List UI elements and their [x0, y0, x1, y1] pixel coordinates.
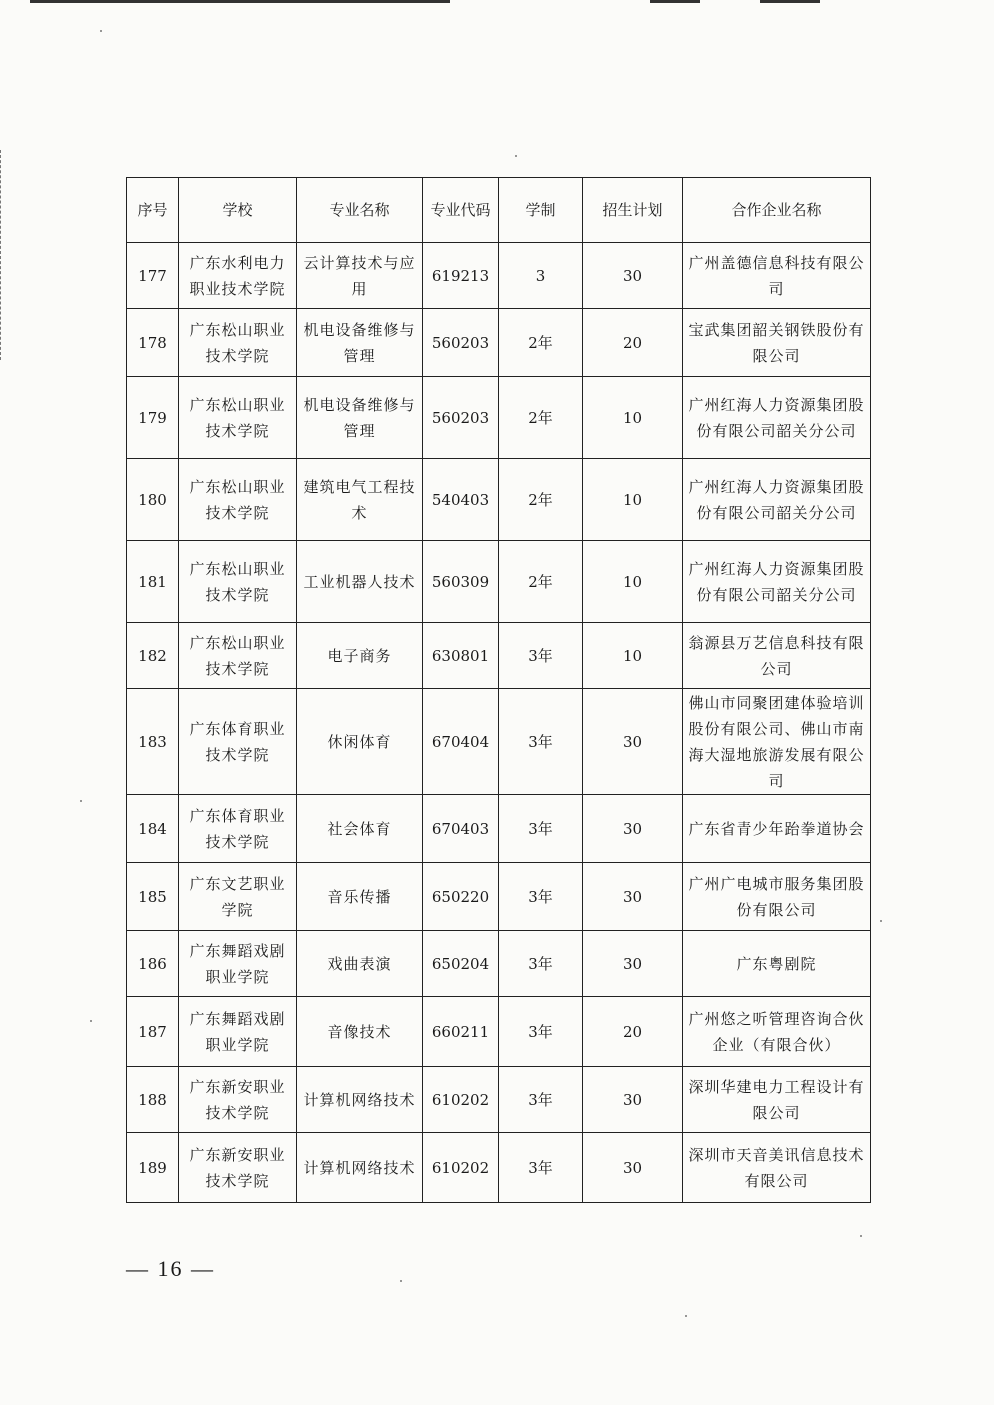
study-years: 2年 [499, 309, 583, 377]
company-name: 广州盖德信息科技有限公司 [683, 243, 871, 309]
company-name: 广州悠之听管理咨询合伙企业（有限合伙） [683, 997, 871, 1067]
study-years: 2年 [499, 541, 583, 623]
header-school: 学校 [179, 178, 297, 243]
enrollment-plan: 20 [583, 997, 683, 1067]
study-years: 3年 [499, 795, 583, 863]
major-code: 670403 [423, 795, 499, 863]
row-number: 185 [127, 863, 179, 931]
company-name: 佛山市同聚团建体验培训股份有限公司、佛山市南海大湿地旅游发展有限公司 [683, 689, 871, 795]
table-row [127, 309, 871, 377]
major-code: 670404 [423, 689, 499, 795]
scan-speck [860, 1235, 862, 1237]
study-years: 3年 [499, 689, 583, 795]
enrollment-plan: 30 [583, 1133, 683, 1203]
school-name: 广东新安职业技术学院 [179, 1067, 297, 1133]
major-name: 计算机网络技术 [297, 1067, 423, 1133]
enrollment-plan: 30 [583, 243, 683, 309]
scan-speck [100, 30, 102, 32]
header-no: 序号 [127, 178, 179, 243]
major-code: 660211 [423, 997, 499, 1067]
company-name: 宝武集团韶关钢铁股份有限公司 [683, 309, 871, 377]
major-name: 机电设备维修与管理 [297, 309, 423, 377]
table-row [127, 997, 871, 1067]
table-row [127, 377, 871, 459]
company-name: 广州红海人力资源集团股份有限公司韶关分公司 [683, 541, 871, 623]
row-number: 179 [127, 377, 179, 459]
scan-speck [90, 1020, 92, 1022]
enrollment-plan: 10 [583, 623, 683, 689]
major-code: 619213 [423, 243, 499, 309]
major-name: 社会体育 [297, 795, 423, 863]
enrollment-plan: 30 [583, 1067, 683, 1133]
row-number: 183 [127, 689, 179, 795]
row-number: 189 [127, 1133, 179, 1203]
company-name: 广东粤剧院 [683, 931, 871, 997]
table-row [127, 459, 871, 541]
company-name: 广州广电城市服务集团股份有限公司 [683, 863, 871, 931]
school-name: 广东松山职业技术学院 [179, 459, 297, 541]
row-number: 178 [127, 309, 179, 377]
major-name: 电子商务 [297, 623, 423, 689]
study-years: 3 [499, 243, 583, 309]
study-years: 2年 [499, 377, 583, 459]
row-number: 180 [127, 459, 179, 541]
enrollment-plan: 30 [583, 795, 683, 863]
major-code: 540403 [423, 459, 499, 541]
company-name: 广州红海人力资源集团股份有限公司韶关分公司 [683, 377, 871, 459]
study-years: 3年 [499, 623, 583, 689]
school-name: 广东文艺职业学院 [179, 863, 297, 931]
row-number: 188 [127, 1067, 179, 1133]
enrollment-plan: 10 [583, 541, 683, 623]
enrollment-plan: 30 [583, 931, 683, 997]
major-code: 560203 [423, 377, 499, 459]
major-code: 560203 [423, 309, 499, 377]
school-name: 广东新安职业技术学院 [179, 1133, 297, 1203]
enrollment-plan: 20 [583, 309, 683, 377]
study-years: 3年 [499, 1067, 583, 1133]
school-name: 广东体育职业技术学院 [179, 689, 297, 795]
school-name: 广东体育职业技术学院 [179, 795, 297, 863]
study-years: 2年 [499, 459, 583, 541]
top-rule [30, 0, 450, 3]
table-row [127, 623, 871, 689]
school-name: 广东松山职业技术学院 [179, 377, 297, 459]
school-name: 广东松山职业技术学院 [179, 541, 297, 623]
company-name: 深圳华建电力工程设计有限公司 [683, 1067, 871, 1133]
school-name: 广东水利电力职业技术学院 [179, 243, 297, 309]
enrollment-plan: 10 [583, 377, 683, 459]
major-code: 630801 [423, 623, 499, 689]
header-major: 专业名称 [297, 178, 423, 243]
major-name: 机电设备维修与管理 [297, 377, 423, 459]
table-row [127, 795, 871, 863]
enrollment-plan: 10 [583, 459, 683, 541]
scan-speck [685, 1315, 687, 1317]
major-name: 休闲体育 [297, 689, 423, 795]
binding-marks [0, 150, 5, 360]
major-name: 计算机网络技术 [297, 1133, 423, 1203]
major-code: 560309 [423, 541, 499, 623]
scan-speck [515, 155, 517, 157]
row-number: 181 [127, 541, 179, 623]
row-number: 186 [127, 931, 179, 997]
table-row [127, 541, 871, 623]
enrollment-plan: 30 [583, 689, 683, 795]
school-name: 广东舞蹈戏剧职业学院 [179, 931, 297, 997]
study-years: 3年 [499, 863, 583, 931]
major-name: 工业机器人技术 [297, 541, 423, 623]
table-row [127, 1133, 871, 1203]
major-name: 云计算技术与应用 [297, 243, 423, 309]
header-plan: 招生计划 [583, 178, 683, 243]
major-code: 650204 [423, 931, 499, 997]
table-row [127, 1067, 871, 1133]
major-name: 音乐传播 [297, 863, 423, 931]
header-years: 学制 [499, 178, 583, 243]
top-rule [760, 0, 820, 3]
row-number: 187 [127, 997, 179, 1067]
school-name: 广东松山职业技术学院 [179, 309, 297, 377]
major-code: 650220 [423, 863, 499, 931]
row-number: 177 [127, 243, 179, 309]
table-row [127, 689, 871, 795]
school-name: 广东松山职业技术学院 [179, 623, 297, 689]
company-name: 翁源县万艺信息科技有限公司 [683, 623, 871, 689]
header-company: 合作企业名称 [683, 178, 871, 243]
table-row [127, 243, 871, 309]
major-name: 音像技术 [297, 997, 423, 1067]
major-code: 610202 [423, 1133, 499, 1203]
table-row [127, 863, 871, 931]
major-code: 610202 [423, 1067, 499, 1133]
scan-speck [880, 920, 882, 922]
study-years: 3年 [499, 1133, 583, 1203]
major-name: 戏曲表演 [297, 931, 423, 997]
row-number: 184 [127, 795, 179, 863]
school-name: 广东舞蹈戏剧职业学院 [179, 997, 297, 1067]
top-rule [650, 0, 700, 3]
study-years: 3年 [499, 997, 583, 1067]
enrollment-table [126, 177, 871, 1203]
row-number: 182 [127, 623, 179, 689]
scan-speck [400, 1280, 402, 1282]
major-name: 建筑电气工程技术 [297, 459, 423, 541]
company-name: 深圳市天音美讯信息技术有限公司 [683, 1133, 871, 1203]
table-row [127, 931, 871, 997]
table-header-row [127, 178, 871, 243]
company-name: 广东省青少年跆拳道协会 [683, 795, 871, 863]
header-code: 专业代码 [423, 178, 499, 243]
scan-speck [80, 800, 82, 802]
company-name: 广州红海人力资源集团股份有限公司韶关分公司 [683, 459, 871, 541]
study-years: 3年 [499, 931, 583, 997]
page-number: — 16 — [126, 1256, 215, 1281]
enrollment-plan: 30 [583, 863, 683, 931]
